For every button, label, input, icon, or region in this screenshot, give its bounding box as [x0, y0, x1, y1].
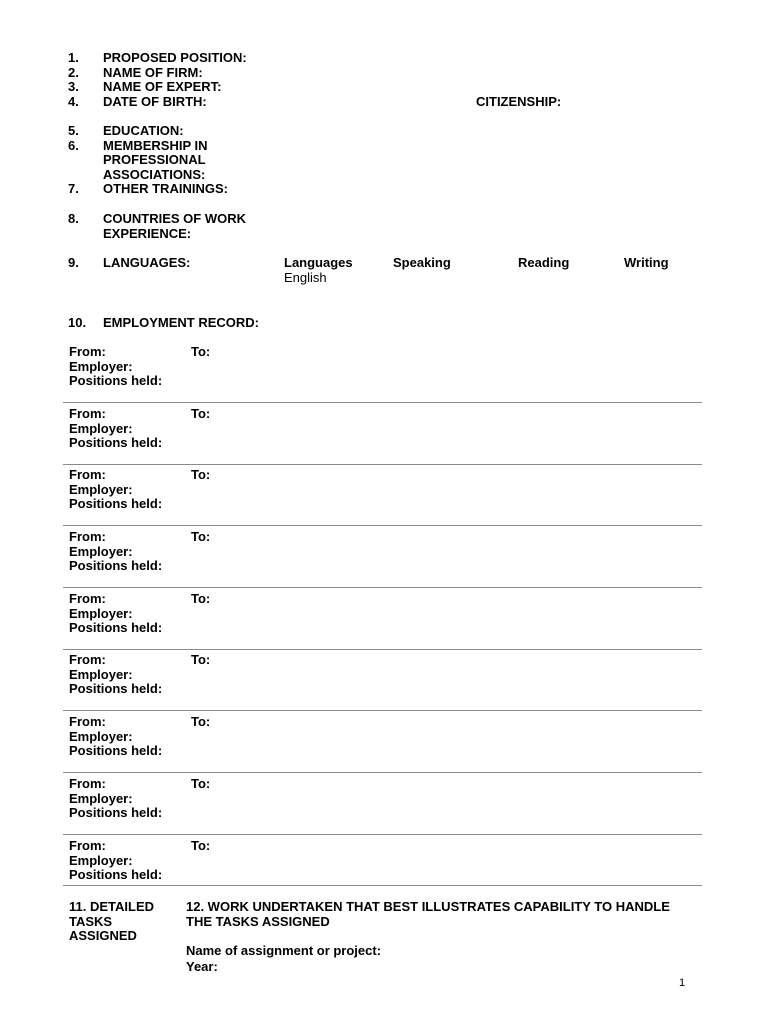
- section-12-title: 12. WORK UNDERTAKEN THAT BEST ILLUSTRATES CAPABILITY TO HANDLE THE TASKS ASSIGNED: [186, 899, 670, 929]
- page-number: 1: [679, 977, 686, 989]
- divider: [63, 885, 702, 886]
- lang-header-speaking: Speaking: [393, 255, 451, 270]
- divider: [63, 402, 702, 403]
- assignment-label: Name of assignment or project:: [186, 943, 382, 958]
- divider: [63, 834, 702, 835]
- lang-header-reading: Reading: [518, 255, 570, 270]
- section-11-title: 11. DETAILED TASKS ASSIGNED: [69, 899, 155, 944]
- divider: [63, 772, 702, 773]
- divider: [63, 649, 702, 650]
- divider: [63, 710, 702, 711]
- lang-row-english: English: [284, 270, 327, 285]
- year-label: Year:: [186, 959, 218, 974]
- employment-entry: From: To: Employer: Positions held:: [63, 343, 702, 403]
- lang-header-languages: Languages: [284, 255, 353, 270]
- employment-entry: From: To: Employer: Positions held:: [63, 775, 702, 835]
- employment-entry: From: To: Employer: Positions held:: [63, 590, 702, 650]
- employment-entry: From: To: Employer: Positions held:: [63, 528, 702, 588]
- employment-entry: From: To: Employer: Positions held:: [63, 713, 702, 773]
- employment-entry: From: To: Employer: Positions held:: [63, 837, 702, 886]
- employment-entry: From: To: Employer: Positions held:: [63, 651, 702, 711]
- cv-form-page: 1. PROPOSED POSITION: 2. NAME OF FIRM: 3. NAME OF EXPERT: 4. DATE OF BIRTH: CITIZENSHIP: 5. EDUCATION: 6. MEMBERSHIP IN PROFESSIONAL ASSOCIATIONS: 7. OTHER TRAININGS: 8. COUNTRIES OF WORK EXPERIENCE: 9. LANGUAGES: Languages Speaking Reading Writing English 10. EMPLOYMENT RECORD: From: To: Employer: Positions held: From: To: Employer: Positions held: From: To: Employer: Positions held: From: To: Employer: Positions held: From: To: Employer: Positions held: From: To: Employer: Positions held: From: To: Employer: Positions held: From: To: Employer: Positions held: From: To: Employer: Positions held: 11. DETAILED TASKS ASSIGNED 12. WORK UNDERTAKEN THAT BEST ILLUSTRATES CAPABILITY TO HANDLE THE TASKS ASSIGNED Name of assignment or project: Year: 1: [0, 0, 770, 1024]
- divider: [63, 525, 702, 526]
- employment-entry: From: To: Employer: Positions held:: [63, 466, 702, 526]
- divider: [63, 587, 702, 588]
- citizenship-label: CITIZENSHIP:: [476, 93, 562, 109]
- divider: [63, 464, 702, 465]
- employment-entry: From: To: Employer: Positions held:: [63, 405, 702, 465]
- lang-header-writing: Writing: [624, 255, 669, 270]
